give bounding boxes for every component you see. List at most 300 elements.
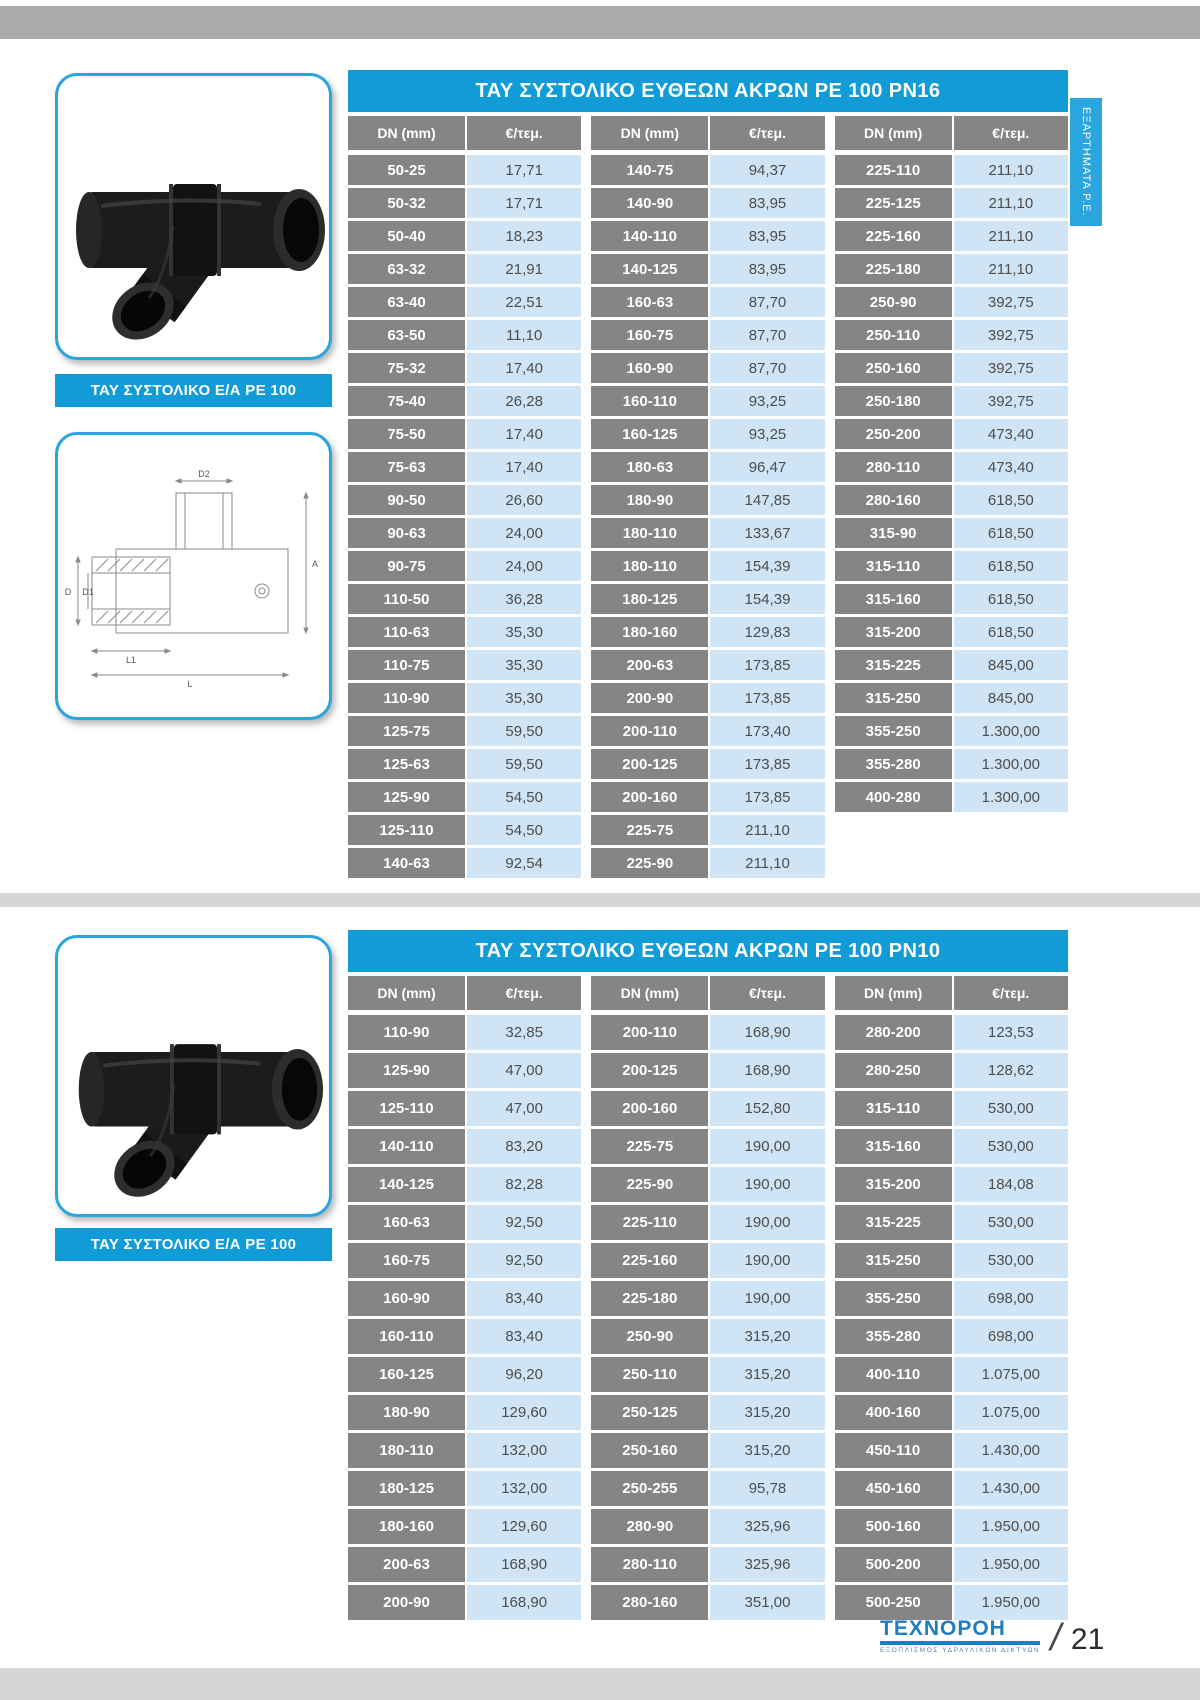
table-row [348,650,581,680]
dn-cell: 200-63 [591,650,708,680]
price-cell: 87,70 [710,320,824,350]
price-column [835,116,1068,878]
table-row [348,287,581,317]
dn-cell: 140-110 [591,221,708,251]
dn-cell: 180-63 [591,452,708,482]
price-cell: 1.300,00 [954,782,1068,812]
price-cell: 315,20 [710,1433,824,1468]
table-row [591,254,824,284]
technical-diagram-box [55,432,332,720]
dim-label-a: A [311,559,319,569]
table-row [591,485,824,515]
price-cell: 17,71 [467,155,581,185]
table-row [835,1091,1068,1126]
dn-cell: 110-50 [348,584,465,614]
dn-cell: 110-75 [348,650,465,680]
table-row [835,551,1068,581]
price-cell: 94,37 [710,155,824,185]
dn-cell: 280-250 [835,1053,952,1088]
table-row [591,749,824,779]
price-cell: 530,00 [954,1243,1068,1278]
price-cell: 83,20 [467,1129,581,1164]
bottom-gray-band [0,1668,1200,1700]
dn-cell: 160-75 [591,320,708,350]
price-cell: 83,40 [467,1319,581,1354]
price-header-cell: €/τεμ. [954,976,1068,1010]
dn-cell: 140-75 [591,155,708,185]
table-row [591,320,824,350]
dn-cell: 180-160 [348,1509,465,1544]
dn-cell: 180-160 [591,617,708,647]
dn-cell: 450-160 [835,1471,952,1506]
dn-cell: 315-250 [835,1243,952,1278]
price-cell: 168,90 [710,1015,824,1050]
price-cell: 1.300,00 [954,716,1068,746]
table-row [835,1015,1068,1050]
price-cell: 190,00 [710,1129,824,1164]
dn-cell: 225-110 [835,155,952,185]
company-logo-name: ΤΕΧΝΟΡΟΗ [880,1617,1006,1640]
table-row [835,716,1068,746]
price-cell: 21,91 [467,254,581,284]
table-row [835,188,1068,218]
price-cell: 392,75 [954,320,1068,350]
dn-cell: 180-125 [591,584,708,614]
price-cell: 47,00 [467,1053,581,1088]
price-cell: 95,78 [710,1471,824,1506]
table-row [591,1129,824,1164]
table-row [835,1357,1068,1392]
dn-cell: 250-110 [591,1357,708,1392]
dn-cell: 180-90 [348,1395,465,1430]
dn-cell: 250-110 [835,320,952,350]
dn-cell: 125-75 [348,716,465,746]
dn-cell: 200-90 [591,683,708,713]
dn-cell: 280-160 [591,1585,708,1620]
price-cell: 173,85 [710,683,824,713]
price-cell: 1.300,00 [954,749,1068,779]
table-row [835,287,1068,317]
table-row [835,1205,1068,1240]
price-header-cell: €/τεμ. [710,976,824,1010]
dn-cell: 160-110 [348,1319,465,1354]
dn-cell: 180-110 [591,551,708,581]
table-row [591,1281,824,1316]
price-cell: 473,40 [954,452,1068,482]
price-cell: 22,51 [467,287,581,317]
table-row [348,551,581,581]
price-cell: 92,50 [467,1243,581,1278]
price-cell: 173,85 [710,650,824,680]
table-row [835,617,1068,647]
dn-cell: 75-32 [348,353,465,383]
table-row [348,518,581,548]
price-cell: 54,50 [467,782,581,812]
table-row [348,1091,581,1126]
table-row [835,683,1068,713]
product-label-pn10: ΤΑΥ ΣΥΣΤΟΛΙΚΟ Ε/Α PE 100 [55,1228,332,1261]
dn-cell: 400-280 [835,782,952,812]
dn-cell: 250-125 [591,1395,708,1430]
table-row [348,1357,581,1392]
dn-cell: 50-25 [348,155,465,185]
table-row [591,1167,824,1202]
price-cell: 190,00 [710,1281,824,1316]
table-row [591,782,824,812]
dn-cell: 400-160 [835,1395,952,1430]
price-columns-pn16 [348,116,1068,878]
column-header-row [348,976,581,1010]
price-cell: 392,75 [954,353,1068,383]
dim-label-d1: D1 [82,587,94,597]
table-row [348,1471,581,1506]
price-cell: 83,95 [710,254,824,284]
price-cell: 211,10 [710,848,824,878]
price-cell: 18,23 [467,221,581,251]
price-cell: 129,83 [710,617,824,647]
price-cell: 129,60 [467,1509,581,1544]
page-number-slash: / [1050,1616,1061,1659]
dn-cell: 180-125 [348,1471,465,1506]
table-row [835,650,1068,680]
price-cell: 168,90 [467,1585,581,1620]
price-cell: 618,50 [954,485,1068,515]
dim-label-d: D [64,587,72,597]
dn-cell: 63-50 [348,320,465,350]
section-divider-band [0,893,1200,907]
price-cell: 1.950,00 [954,1585,1068,1620]
table-row [591,1585,824,1620]
dn-cell: 250-160 [591,1433,708,1468]
dn-cell: 125-90 [348,782,465,812]
table-row [591,1433,824,1468]
table-row [591,1357,824,1392]
table-row [591,1547,824,1582]
table-row [835,155,1068,185]
price-column [835,976,1068,1620]
dn-cell: 160-63 [591,287,708,317]
dn-cell: 315-200 [835,617,952,647]
dn-cell: 315-200 [835,1167,952,1202]
table-row [835,782,1068,812]
column-header-row [591,976,824,1010]
page-number: 21 [1070,1622,1105,1656]
table-row [835,320,1068,350]
table-row [835,485,1068,515]
dn-cell: 225-75 [591,815,708,845]
price-cell: 184,08 [954,1167,1068,1202]
price-cell: 59,50 [467,749,581,779]
table-row [348,188,581,218]
product-photo-box-pn10 [55,935,332,1217]
price-cell: 132,00 [467,1471,581,1506]
product-photo-box-pn16 [55,73,332,360]
table-row [591,716,824,746]
dn-cell: 250-90 [835,287,952,317]
table-row [348,1433,581,1468]
dn-cell: 355-250 [835,1281,952,1316]
price-cell: 168,90 [710,1053,824,1088]
price-cell: 315,20 [710,1395,824,1430]
price-cell: 129,60 [467,1395,581,1430]
tee-dimension-diagram [58,435,323,711]
dn-cell: 250-90 [591,1319,708,1354]
dn-cell: 50-32 [348,188,465,218]
dn-cell: 500-250 [835,1585,952,1620]
column-header-row [591,116,824,150]
price-table-pn16 [348,70,1068,878]
table-row [835,452,1068,482]
table-row [348,1547,581,1582]
price-cell: 473,40 [954,419,1068,449]
dn-cell: 200-110 [591,716,708,746]
table-row [835,1129,1068,1164]
dn-cell: 400-110 [835,1357,952,1392]
table-row [348,617,581,647]
price-cell: 132,00 [467,1433,581,1468]
price-cell: 147,85 [710,485,824,515]
price-cell: 54,50 [467,815,581,845]
table-row [591,650,824,680]
table-row [348,1053,581,1088]
dn-cell: 140-63 [348,848,465,878]
dn-cell: 355-280 [835,749,952,779]
table-row [348,353,581,383]
dn-cell: 160-110 [591,386,708,416]
price-cell: 93,25 [710,386,824,416]
dn-cell: 225-90 [591,1167,708,1202]
table-row [348,419,581,449]
dn-cell: 160-75 [348,1243,465,1278]
price-cell: 1.950,00 [954,1509,1068,1544]
price-cell: 168,90 [467,1547,581,1582]
price-cell: 32,85 [467,1015,581,1050]
price-cell: 190,00 [710,1167,824,1202]
dn-cell: 200-125 [591,1053,708,1088]
column-header-row [835,976,1068,1010]
dn-cell: 125-110 [348,1091,465,1126]
price-cell: 618,50 [954,518,1068,548]
dn-cell: 125-63 [348,749,465,779]
dn-cell: 315-160 [835,584,952,614]
dn-cell: 160-125 [591,419,708,449]
table-row [835,1471,1068,1506]
dn-cell: 280-160 [835,485,952,515]
price-cell: 325,96 [710,1509,824,1544]
price-cell: 59,50 [467,716,581,746]
price-cell: 211,10 [954,254,1068,284]
price-cell: 845,00 [954,650,1068,680]
price-cell: 17,40 [467,419,581,449]
table-row [591,1091,824,1126]
table-row [835,1319,1068,1354]
price-cell: 698,00 [954,1319,1068,1354]
price-cell: 618,50 [954,617,1068,647]
table-row [591,452,824,482]
price-cell: 35,30 [467,650,581,680]
logo-underline [880,1641,1040,1645]
dn-cell: 250-160 [835,353,952,383]
table-row [348,155,581,185]
price-cell: 24,00 [467,518,581,548]
price-cell: 211,10 [954,188,1068,218]
table-row [591,386,824,416]
dn-cell: 140-125 [591,254,708,284]
table-row [591,155,824,185]
table-row [835,518,1068,548]
dn-cell: 110-63 [348,617,465,647]
dn-cell: 200-125 [591,749,708,779]
price-cell: 133,67 [710,518,824,548]
price-cell: 315,20 [710,1357,824,1392]
price-cell: 17,40 [467,353,581,383]
tee-fitting-photo [61,84,326,349]
price-cell: 154,39 [710,584,824,614]
dn-cell: 355-250 [835,716,952,746]
table-row [591,188,824,218]
table-row [835,749,1068,779]
dn-cell: 125-90 [348,1053,465,1088]
price-cell: 123,53 [954,1015,1068,1050]
table-row [348,848,581,878]
dn-cell: 180-110 [591,518,708,548]
price-cell: 618,50 [954,584,1068,614]
price-cell: 11,10 [467,320,581,350]
price-cell: 93,25 [710,419,824,449]
table-row [591,1015,824,1050]
company-logo [880,1618,1040,1654]
price-cell: 152,80 [710,1091,824,1126]
table-row [835,386,1068,416]
dn-cell: 180-110 [348,1433,465,1468]
table-row [348,584,581,614]
table-row [591,848,824,878]
dn-cell: 140-90 [591,188,708,218]
dn-cell: 280-90 [591,1509,708,1544]
price-cell: 211,10 [954,221,1068,251]
dn-cell: 200-110 [591,1015,708,1050]
dn-header-cell: DN (mm) [835,116,952,150]
price-cell: 83,40 [467,1281,581,1316]
price-columns-pn10 [348,976,1068,1620]
dn-cell: 500-160 [835,1509,952,1544]
price-cell: 618,50 [954,551,1068,581]
price-header-cell: €/τεμ. [467,116,581,150]
dn-cell: 355-280 [835,1319,952,1354]
dn-header-cell: DN (mm) [348,976,465,1010]
table-row [591,1395,824,1430]
price-cell: 17,71 [467,188,581,218]
dim-label-l1: L1 [125,655,137,665]
table-row [591,518,824,548]
table-row [348,782,581,812]
dn-cell: 225-75 [591,1129,708,1164]
dn-cell: 315-110 [835,1091,952,1126]
table-row [348,1167,581,1202]
table-row [348,1205,581,1240]
table-row [348,1319,581,1354]
price-cell: 1.075,00 [954,1395,1068,1430]
dn-header-cell: DN (mm) [348,116,465,150]
table-row [591,617,824,647]
table-row [591,1319,824,1354]
table-row [348,815,581,845]
price-cell: 26,28 [467,386,581,416]
price-cell: 1.075,00 [954,1357,1068,1392]
table-row [348,485,581,515]
table-row [591,1053,824,1088]
dn-cell: 200-160 [591,782,708,812]
table-row [348,452,581,482]
table-row [835,1585,1068,1620]
table-row [835,419,1068,449]
table-row [835,254,1068,284]
dn-cell: 225-125 [835,188,952,218]
dn-cell: 225-160 [835,221,952,251]
dn-cell: 90-50 [348,485,465,515]
table-row [348,320,581,350]
table-row [348,1585,581,1620]
table-row [348,749,581,779]
dn-cell: 160-125 [348,1357,465,1392]
product-label-pn16: ΤΑΥ ΣΥΣΤΟΛΙΚΟ Ε/Α PE 100 [55,374,332,407]
table-row [591,551,824,581]
table-row [348,1281,581,1316]
dn-cell: 280-200 [835,1015,952,1050]
price-cell: 190,00 [710,1243,824,1278]
table-row [591,584,824,614]
price-cell: 92,50 [467,1205,581,1240]
table-row [835,1167,1068,1202]
dn-cell: 63-32 [348,254,465,284]
table-row [835,1547,1068,1582]
table-row [348,716,581,746]
side-tab-fittings: ΕΞΑΡΤΗΜΑΤΑ P.E. [1070,98,1102,226]
dn-header-cell: DN (mm) [835,976,952,1010]
table-row [348,1509,581,1544]
table-row [348,386,581,416]
price-cell: 17,40 [467,452,581,482]
price-cell: 82,28 [467,1167,581,1202]
table-title-pn10: ΤΑΥ ΣΥΣΤΟΛΙΚΟ ΕΥΘΕΩΝ ΑΚΡΩΝ PE 100 PN10 [348,930,1068,972]
table-row [348,1015,581,1050]
company-logo-tagline: ΕΞΟΠΛΙΣΜΟΣ ΥΔΡΑΥΛΙΚΩΝ ΔΙΚΤΥΩΝ [880,1647,1041,1654]
table-row [835,584,1068,614]
dn-cell: 315-90 [835,518,952,548]
dn-cell: 250-200 [835,419,952,449]
price-cell: 24,00 [467,551,581,581]
dn-cell: 315-225 [835,650,952,680]
price-cell: 35,30 [467,617,581,647]
price-cell: 325,96 [710,1547,824,1582]
dn-cell: 315-250 [835,683,952,713]
price-cell: 190,00 [710,1205,824,1240]
column-header-row [348,116,581,150]
dn-cell: 225-160 [591,1243,708,1278]
price-cell: 154,39 [710,551,824,581]
table-row [835,1053,1068,1088]
price-cell: 47,00 [467,1091,581,1126]
dn-cell: 63-40 [348,287,465,317]
table-row [591,815,824,845]
dn-cell: 225-180 [835,254,952,284]
table-row [348,1395,581,1430]
dn-cell: 200-63 [348,1547,465,1582]
price-cell: 83,95 [710,221,824,251]
dn-cell: 450-110 [835,1433,952,1468]
dn-cell: 225-110 [591,1205,708,1240]
dn-cell: 75-40 [348,386,465,416]
